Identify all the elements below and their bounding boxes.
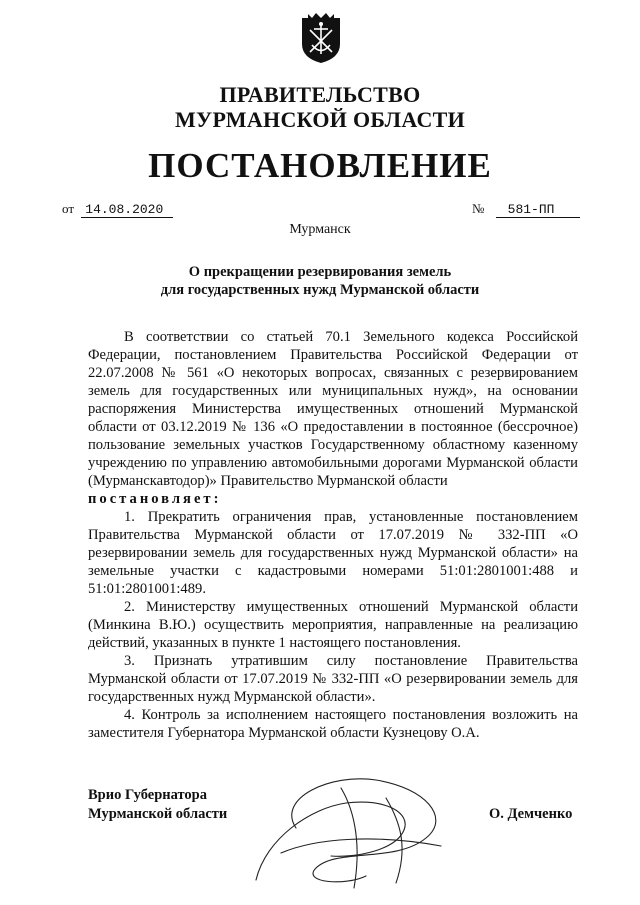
coat-of-arms-icon — [300, 12, 342, 64]
item-3: 3. Признать утратившим силу постановление Правительства Мурманской области от 17.07.2019 № 332-ПП «О резервировании земель для государственных нужд Мурманской области». — [88, 653, 578, 705]
date-prefix: от — [62, 201, 75, 216]
item-4: 4. Контроль за исполнением настоящего постановления возложить на заместителя Губернатора Мурманской области Кузнецову О.А. — [88, 707, 578, 741]
signatory-position — [88, 786, 227, 824]
city-name: Мурманск — [289, 222, 351, 237]
decree-colon: : — [213, 491, 219, 507]
signatory-position-line2: Мурманской области — [88, 806, 228, 822]
number-value: 581-ПП — [496, 202, 580, 218]
number-prefix: № — [472, 201, 485, 216]
number-field — [472, 201, 580, 218]
decree-line — [88, 490, 578, 508]
document-subject — [0, 263, 640, 299]
handwritten-signature-icon — [236, 768, 466, 893]
signatory-position-line1: Врио Губернатора — [88, 787, 207, 803]
subject-line2: для государственных нужд Мурманской области — [160, 282, 480, 298]
decree-word: постановляет — [88, 491, 214, 507]
government-name-line1: ПРАВИТЕЛЬСТВО — [219, 82, 421, 107]
item-1: 1. Прекратить ограничения прав, установленные постановлением Правительства Мурманской области от 17.07.2019 № 332-ПП «О резервировании земель для государственных нужд Мурманской области» на земельные участки с кадастровыми номерами 51:01:2801001:488 и 51:01:2801001:489. — [88, 509, 578, 597]
government-name-line2: МУРМАНСКОЙ ОБЛАСТИ — [174, 107, 466, 132]
date-field — [62, 201, 173, 218]
subject-line1: О прекращении резервирования земель — [188, 264, 452, 280]
item-2: 2. Министерству имущественных отношений Мурманской области (Минкина В.Ю.) осуществить мероприятия, направленные на реализацию действий, указанных в пункте 1 настоящего постановления. — [88, 599, 578, 651]
preamble-paragraph: В соответствии со статьей 70.1 Земельного кодекса Российской Федерации, постановлением Правительства Российской Федерации от 22.07.2008 № 561 «О некоторых вопросах, связанных с резервированием земель для государственных или муниципальных нужд», на основании распоряжения Министерства имущественных отношений Мурманской области от 03.12.2019 № 136 «О предоставлении в постоянное (бессрочное) пользование земельных участков Государственному областному казенному учреждению по управлению автомобильными дорогами Мурманской области (Мурманскавтодор)» Правительство Мурманской области — [88, 329, 578, 489]
document-type-title: ПОСТАНОВЛЕНИЕ — [148, 146, 492, 185]
document-body — [88, 328, 578, 742]
date-value: 14.08.2020 — [81, 202, 173, 218]
signatory-name: О. Демченко — [489, 806, 573, 822]
